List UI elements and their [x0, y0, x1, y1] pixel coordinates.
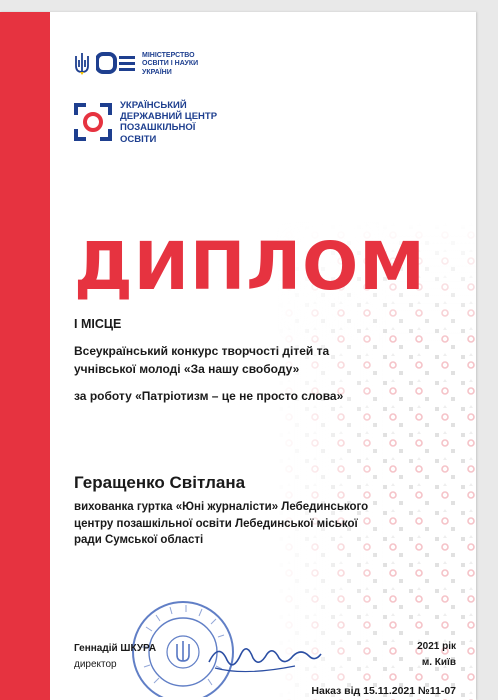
center-line-1: УКРАЇНСЬКИЙ: [120, 100, 187, 111]
ministry-line-1: МІНІСТЕРСТВО: [142, 52, 195, 59]
center-logo-icon: [74, 103, 112, 141]
diploma-title: ДИПЛОМ: [74, 228, 426, 305]
mon-logo-icon: [96, 52, 138, 76]
ministry-logo: [74, 52, 198, 77]
center-line-3: ПОЗАШКІЛЬНОЇ: [120, 122, 196, 134]
signature-scribble: [205, 632, 325, 680]
recipient-description: вихованка гуртка «Юні журналісти» Лебединського центру позашкільної освіти Лебединської міської ради Сумської області: [74, 501, 369, 547]
center-line-4: ОСВІТИ: [120, 133, 157, 145]
center-line-2: ДЕРЖАВНИЙ ЦЕНТР: [120, 111, 218, 123]
center-logo: [74, 100, 217, 145]
signatory-role: директор: [74, 659, 117, 670]
signatory-name: Геннадій ШКУРА: [74, 643, 157, 654]
issue-year: 2021 рік: [417, 641, 456, 652]
contest-name: Всеукраїнський конкурс творчості дітей та учнівської молоді «За нашу свободу»: [74, 344, 330, 376]
trident-icon: [74, 52, 90, 76]
ministry-line-2: ОСВІТИ І НАУКИ: [142, 60, 199, 68]
issue-city: м. Київ: [421, 657, 456, 668]
place-label: І МІСЦЕ: [74, 317, 122, 331]
order-reference: Наказ від 15.11.2021 №11-07: [311, 685, 456, 697]
red-side-strip: [0, 12, 50, 700]
diploma-sheet: [0, 12, 476, 700]
recipient-name: Геращенко Світлана: [74, 473, 246, 492]
work-title: за роботу «Патріотизм – це не просто слова»: [74, 389, 344, 403]
ministry-line-3: УКРАЇНИ: [142, 68, 172, 76]
